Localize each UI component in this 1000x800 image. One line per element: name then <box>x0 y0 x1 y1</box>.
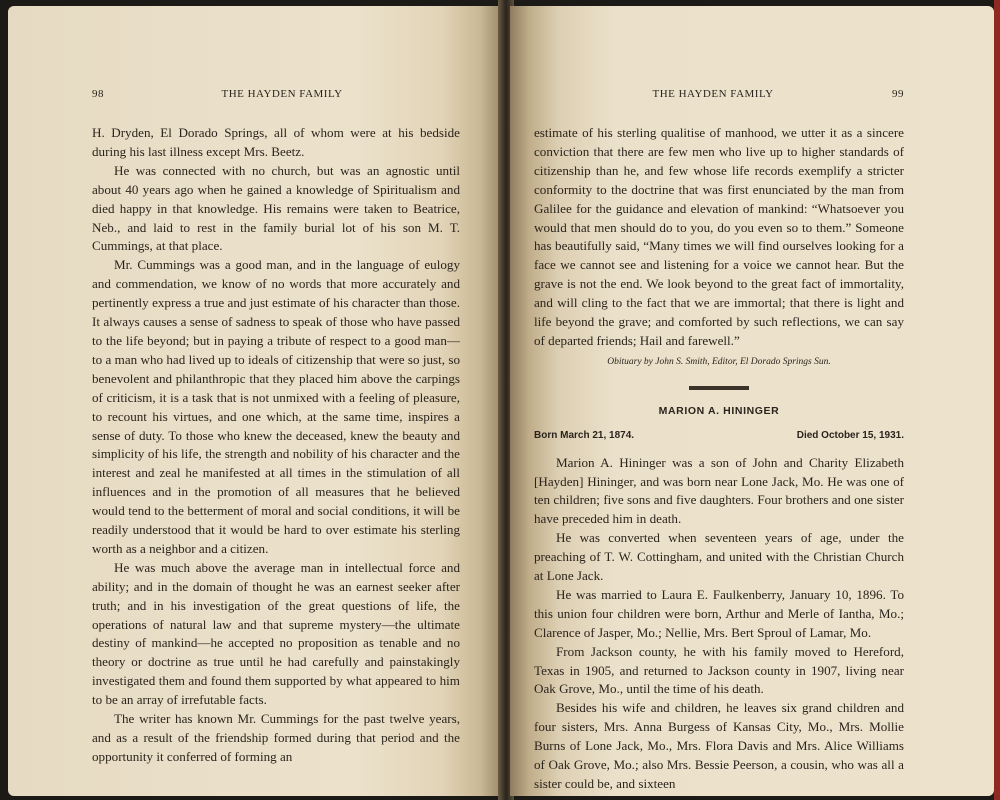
died-date: Died October 15, 1931. <box>796 429 904 441</box>
cover-edge <box>994 0 1000 800</box>
right-paragraph-5: Besides his wife and children, he leaves six grand children and four sisters, Mrs. Anna Burgess of Kansas City, Mo., Mrs. Mollie Burns of Lone Jack, Mo., Mrs. Flora Davis and Mrs. Alice Williams of Oak Grove, Mo.; also Mrs. Bessie Peerson, a cousin, who was all a sister could be, and sixteen <box>534 700 904 791</box>
left-page <box>8 6 500 796</box>
right-paragraph-2: He was converted when seventeen years of age, under the preaching of T. W. Cottingham, and united with the Christian Church at Lone Jack. <box>534 530 904 584</box>
right-page <box>510 6 994 796</box>
left-paragraph-4: He was much above the average man in intellectual force and ability; and in the domain of thought he was an earnest seeker after truth; and in his investigation of the great questions of life, the operations of natural law and that supreme mystery—the ultimate destiny of mankind—he accepted no proposition as tenable and no theory or doctrine as true until he had carefully and painstakingly investigated them and found them supported by what appeared to him to be an array of irrefutable facts. <box>92 559 460 708</box>
section-heading: MARION A. HININGER <box>658 404 780 417</box>
left-running-title: THE HAYDEN FAMILY <box>221 88 343 100</box>
right-page-text <box>534 124 904 794</box>
right-paragraph-1: Marion A. Hininger was a son of John and Charity Elizabeth [Hayden] Hininger, and was born near Lone Jack, Mo. He was one of ten children; five sons and five daughters. Four brothers and one sister have preceded him in death. <box>534 454 904 527</box>
left-paragraph-5: The writer has known Mr. Cummings for the past twelve years, and as a result of the friendship formed during that period and the opportunity it conferred of forming an <box>92 711 460 764</box>
left-paragraph-3: Mr. Cummings was a good man, and in the language of eulogy and commendation, we know of no words that more accurately and pertinently express a true and just estimate of his character than those. It always causes a sense of sadness to speak of those who have passed to the life beyond; but in paying a tribute of respect to a good man—to a man who had lived up to ideals of citizenship that were so just, so benevolent and philanthropic that they placed him above the carpings of criticism, it is a task that is not unmixed with a feeling of pleasure, to recount his virtues, and one which, at the same time, inspires a sense of duty. To those who knew the deceased, knew the beauty and simplicity of his life, the strength and nobility of his character and the interest and zeal he manifested at all times in the stimulation of all influences and in the promotion of all measures that he believed would tend to the betterment of moral and social conditions, it will be readily understood that it would be hard to over estimate his sterling worth as a neighbor and a citizen. <box>92 257 460 556</box>
right-paragraph-4: From Jackson county, he with his family moved to Hereford, Texas in 1905, and returned to Jackson county in 1907, living near Oak Grove, Mo., until the time of his death. <box>534 643 904 697</box>
left-running-head <box>92 88 460 100</box>
right-opening-paragraph: estimate of his sterling qualitise of manhood, we utter it as a sincere conviction that there are few men who live up to higher standards of citizenship than he, and few whose life records exemplify a stricter conformity to the doctrine that was first enunciated by the man from Galilee for the guidance and elevation of mankind: “Whatsoever you would that men should do to you, do you even so to them.” Someone has beautifully said, “Many times we will find ourselves looking for a face we cannot see and listening for a voice we cannot hear. But the grave is not the end. We look beyond to the great fact of immortality, and will cling to the fact that we are immortal; that there is light and life beyond the grave; and comforted by such reflections, we can say of departed friends; Hail and farewell.” <box>534 125 904 348</box>
right-running-title: THE HAYDEN FAMILY <box>652 88 774 100</box>
left-paragraph-2: He was connected with no church, but was an agnostic until about 40 years ago when he gained a knowledge of Spiritualism and died happy in that knowledge. His remains were taken to Beatrice, Neb., and laid to rest in the family burial lot of his son M. T. Cummings, at that place. <box>92 162 460 254</box>
left-page-number: 98 <box>92 88 104 100</box>
right-running-head <box>534 88 904 100</box>
section-divider <box>689 386 749 390</box>
right-paragraph-3: He was married to Laura E. Faulkenberry, January 10, 1896. To this union four children were born, Arthur and Merle of Iantha, Mo.; Clarence of Jasper, Mo.; Nellie, Mrs. Bert Sproul of Lamar, Mo. <box>534 586 904 640</box>
life-dates <box>534 427 904 446</box>
left-page-text <box>92 124 460 767</box>
obituary-credit: Obituary by John S. Smith, Editor, El Dorado Springs Sun. <box>607 356 831 367</box>
right-page-number: 99 <box>892 88 904 100</box>
left-paragraph-1: H. Dryden, El Dorado Springs, all of whom were at his bedside during his last illness except Mrs. Beetz. <box>92 125 460 159</box>
born-date: Born March 21, 1874. <box>534 429 635 441</box>
